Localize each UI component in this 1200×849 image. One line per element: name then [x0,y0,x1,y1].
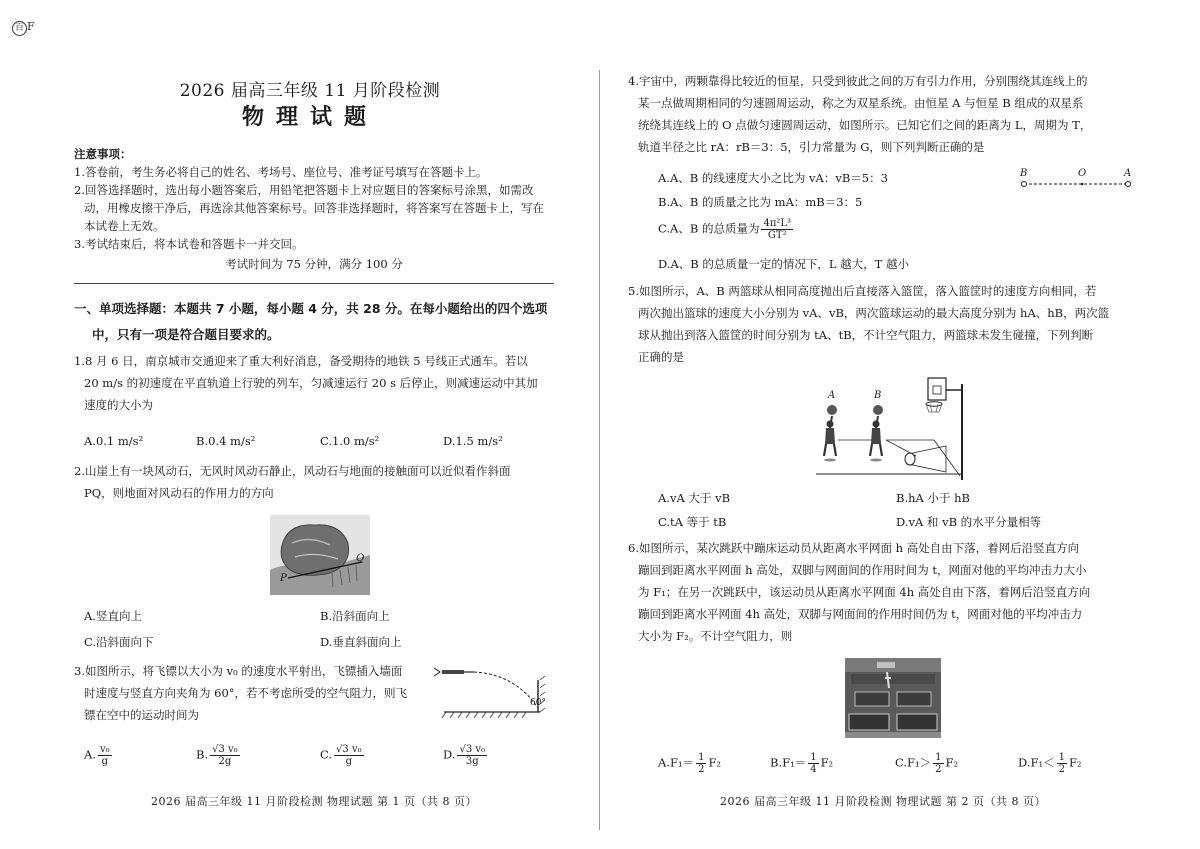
label-p: P [280,573,287,584]
option-d[interactable] [1018,752,1082,775]
denominator: 3g [465,756,479,767]
option-d[interactable]: D.A、B 的总质量一定的情况下，L 越大，T 越小 [658,257,909,271]
numerator: 1 [1058,752,1065,763]
page-footer-right: 2026 届高三年级 11 月阶段检测 物理试题 第 2 页（共 8 页） [720,795,1046,808]
question-text: 6.如图所示，某次跳跃中蹦床运动员从距离水平网面 h 高处自由下落，着网后沿竖直方向 [628,541,1080,555]
option-a[interactable]: A.0.1 m/s² [84,434,144,448]
option-b[interactable] [196,744,242,767]
option-c[interactable]: C.沿斜面向下 [84,635,154,649]
trampoline-photo [845,658,941,738]
numerator: v₀ [99,744,110,755]
label-q: Q [356,553,365,564]
option-letter: C. [320,747,333,762]
option-letter: B. [196,747,209,762]
question-text: 正确的是 [638,350,684,364]
denominator: g [101,756,108,767]
option-d[interactable]: D.1.5 m/s² [443,434,503,448]
binary-star-figure [1010,168,1140,192]
option-c[interactable] [320,744,366,767]
numerator: √3 v₀ [336,744,362,755]
exam-time: 考试时间为 75 分钟，满分 100 分 [225,257,403,271]
notice-line: 3.考试结束后，将本试卷和答题卡一并交回。 [74,237,304,251]
dart-figure [430,660,560,722]
label-a: A [828,390,836,401]
question-6 [628,537,1138,647]
basketball-figure [812,376,972,480]
option-d[interactable]: D.垂直斜面向上 [320,635,402,649]
option-text: C.F₁＞ [895,755,932,770]
option-text: B.F₁＝ [770,755,807,770]
fraction [1057,752,1067,775]
question-4 [628,70,1138,158]
option-text: A.F₁＝ [658,755,695,770]
numerator: √3 v₀ [459,744,486,755]
question-text: 大小为 F₂。不计空气阻力，则 [638,629,793,643]
option-text: C.A、B 的总质量为 [658,221,760,236]
question-text: 为 F₁；在另一次跳跃中，该运动员从距离水平网面 4h 高处自由下落，着网后沿竖直方向 [638,585,1091,599]
option-a[interactable]: A.竖直向上 [84,609,142,623]
notice-line: 1.答卷前，考生务必将自己的姓名、考场号、座位号、准考证号填写在答题卡上。 [74,165,488,179]
fraction [334,744,364,767]
corner-circle-char: 百 [12,21,27,36]
denominator: 2 [698,764,705,775]
option-text: D.F₁＜ [1018,755,1055,770]
section-line: 一、单项选择题：本题共 7 小题，每小题 4 分，共 28 分。在每小题给出的四个选项 [74,301,548,316]
option-a[interactable]: A.vA 大于 vB [658,491,731,505]
denominator: 2 [935,764,942,775]
question-text: 速度的大小为 [84,398,153,412]
question-text: 4.宇宙中，两颗靠得比较近的恒星，只受到彼此之间的万有引力作用，分别围绕其连线上的 [628,74,1088,88]
fraction [210,744,240,767]
option-a[interactable] [658,752,721,775]
question-text: PQ，则地面对风动石的作用力的方向 [84,486,274,500]
section-heading [74,296,547,348]
option-a[interactable] [84,744,114,767]
denominator: 4 [810,764,817,775]
fraction [696,752,706,775]
section-line: 中，只有一项是符合题目要求的。 [92,327,280,342]
option-letter: D. [443,747,456,762]
denominator: g [345,756,353,767]
notice-line: 2.回答选择题时，选出每小题答案后，用铅笔把答题卡上对应题目的答案标号涂黑，如需改 [74,183,534,197]
numerator: 1 [935,752,942,763]
option-b[interactable]: B.hA 小于 hB [896,491,970,505]
question-text: 蹦回到距离水平网面 4h 高处，双脚与网面间的作用时间仍为 t，网面对他的平均冲击力 [638,607,1083,621]
option-c[interactable] [658,218,795,241]
page-footer-left: 2026 届高三年级 11 月阶段检测 物理试题 第 1 页（共 8 页） [151,795,477,808]
question-text: 2.山崖上有一块风动石，无风时风动石静止，风动石与地面的接触面可以近似看作斜面 [74,464,511,478]
option-letter: A. [84,747,96,762]
corner-letter: F [27,20,35,33]
question-text: 球从抛出到落入篮筐的时间分别为 tA、tB，不计空气阻力，两篮球未发生碰撞，下列判断 [638,328,1094,342]
label-b: B [1020,168,1028,179]
question-text: 蹦回到距离水平网面 h 高处，双脚与网面间的作用时间为 t，网面对他的平均冲击力大小 [638,563,1087,577]
option-d[interactable] [443,744,489,767]
option-b[interactable]: B.0.4 m/s² [196,434,256,448]
numerator: 4π²L³ [763,218,792,229]
question-text: 轨道半径之比 rA：rB＝3：5，引力常量为 G，则下列判断正确的是 [638,140,985,154]
fraction [457,744,487,767]
fraction [98,744,112,767]
question-text: 1.8 月 6 日，南京城市交通迎来了重大利好消息，备受期待的地铁 5 号线正式通车。若以 [74,354,528,368]
question-text: 统绕其连线上的 O 点做匀速圆周运动，如图所示。已知它们之间的距离为 L，周期为 T， [638,118,1092,132]
denominator: 2g [218,756,232,767]
fraction [933,752,943,775]
label-b: B [874,390,882,401]
option-a[interactable]: A.A、B 的线速度大小之比为 vA：vB＝5：3 [658,171,888,185]
option-text: F₂ [708,755,722,770]
angle-label: 60° [530,698,546,708]
divider-rule [74,283,554,284]
question-text: 时速度与竖直方向夹角为 60°，若不考虑所受的空气阻力，则飞 [84,686,408,700]
question-text: 3.如图所示，将飞镖以大小为 v₀ 的速度水平射出，飞镖插入墙面 [74,664,403,678]
question-text: 5.如图所示，A、B 两篮球从相同高度抛出后直接落入篮筐，落入篮筐时的速度方向相同，若 [628,284,1097,298]
denominator: GT² [767,230,787,241]
option-text: F₂ [945,755,959,770]
option-b[interactable]: B.沿斜面向上 [320,609,390,623]
exam-title: 2026 届高三年级 11 月阶段检测 [179,81,441,101]
question-5 [628,280,1138,368]
question-text: 镖在空中的运动时间为 [84,708,199,722]
exam-subtitle: 物理试题 [241,105,378,130]
option-c[interactable] [895,752,958,775]
notice-line: 本试卷上无效。 [84,219,165,233]
column-divider [599,70,600,830]
question-1 [74,350,554,416]
numerator: 1 [810,752,817,763]
wind-rock-figure [270,515,370,595]
option-text: F₂ [1068,755,1082,770]
fraction [761,218,793,241]
label-a: A [1124,168,1132,179]
question-2 [74,460,554,504]
numerator: √3 v₀ [212,744,238,755]
option-d[interactable]: D.vA 和 vB 的水平分量相等 [896,515,1042,529]
option-b[interactable]: B.A、B 的质量之比为 mA：mB＝3：5 [658,195,863,209]
notice-line: 动，用橡皮擦干净后，再选涂其他答案标号。回答非选择题时，将答案写在答题卡上，写在 [84,201,544,215]
notice-block [74,145,554,273]
notice-heading: 注意事项： [74,147,132,161]
question-3 [74,660,434,726]
question-text: 某一点做周期相同的匀速圆周运动，称之为双星系统。由恒星 A 与恒星 B 组成的双星系 [638,96,1084,110]
denominator: 2 [1058,764,1065,775]
option-text: F₂ [820,755,834,770]
fraction [808,752,818,775]
numerator: 1 [698,752,705,763]
question-text: 两次抛出篮球的速度大小分别为 vA、vB，两次篮球运动的最大高度分别为 hA、hB，两次篮 [638,306,1110,320]
label-o: O [1078,168,1087,179]
question-text: 20 m/s 的初速度在平直轨道上行驶的列车，匀减速运行 20 s 后停止，则减速运动中其加 [84,376,538,390]
corner-mark [12,20,35,36]
option-b[interactable] [770,752,833,775]
option-c[interactable]: C.1.0 m/s² [320,434,380,448]
option-c[interactable]: C.tA 等于 tB [658,515,727,529]
